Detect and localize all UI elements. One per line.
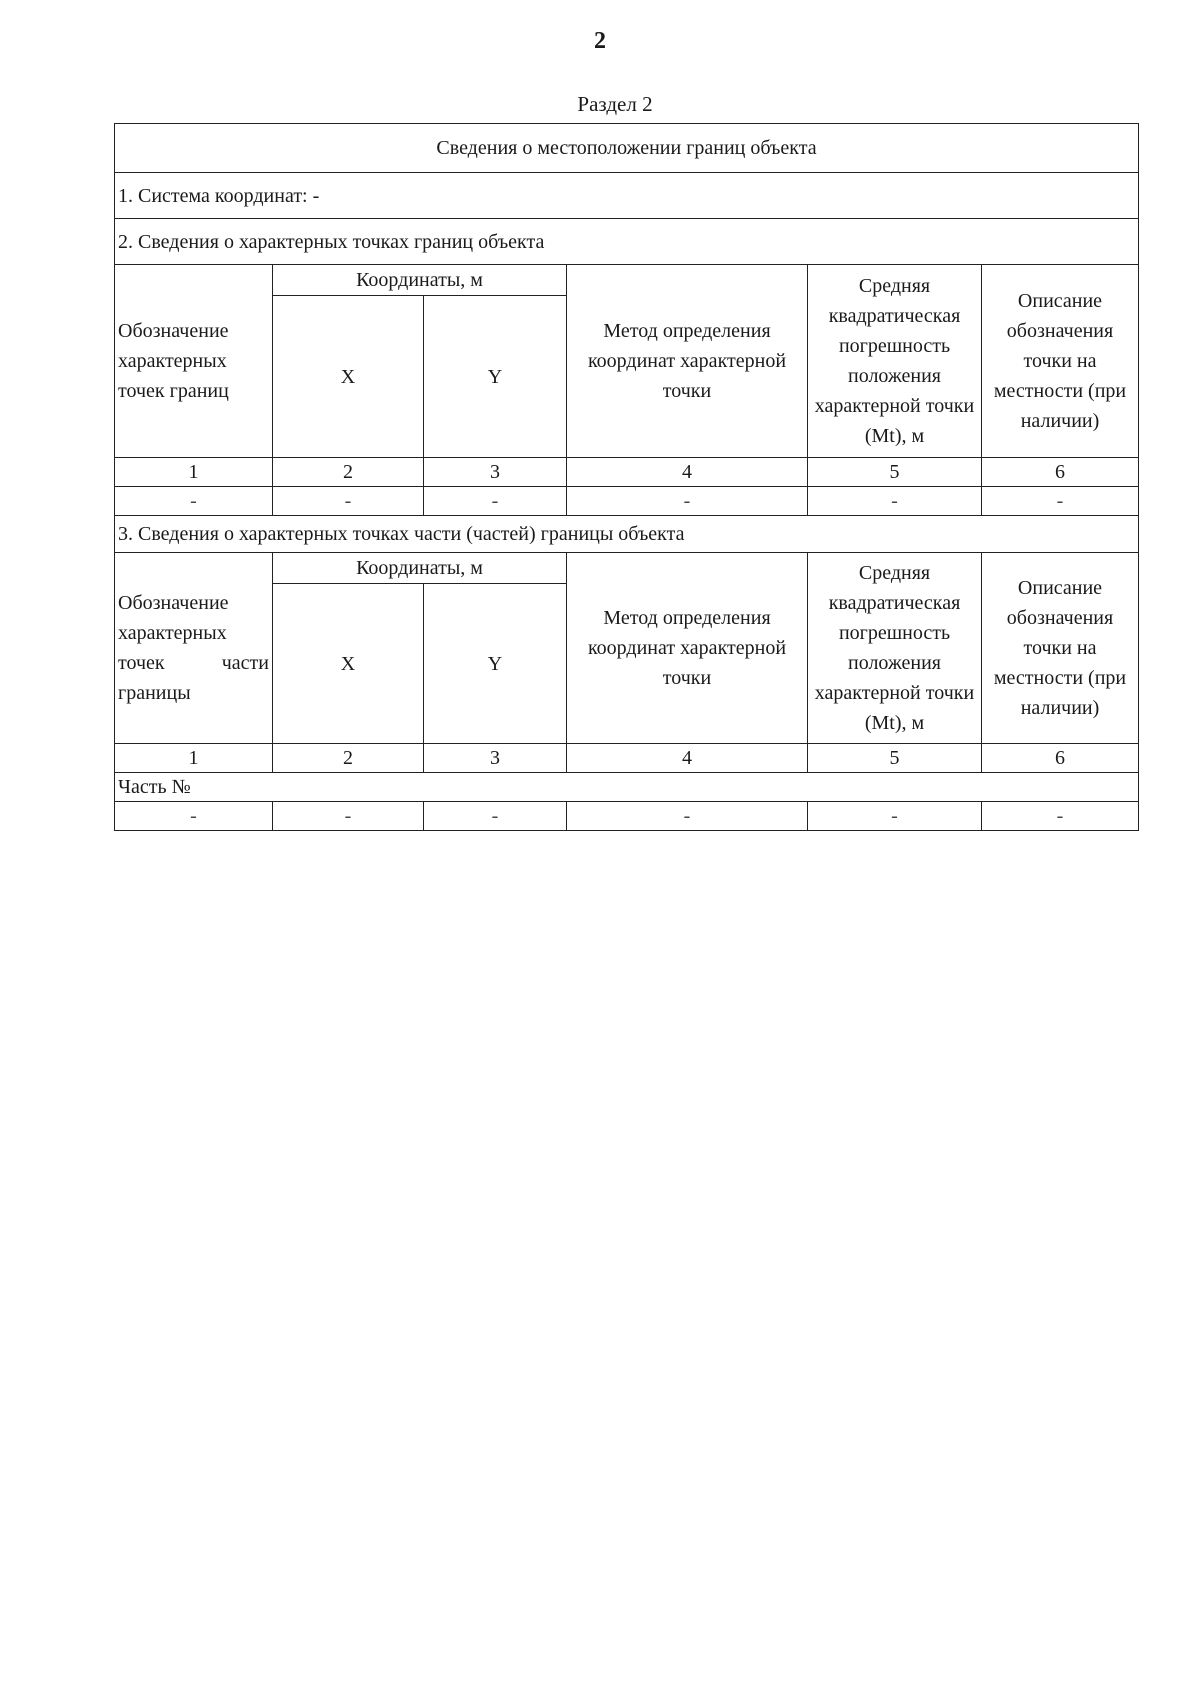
s3-header-y: Y — [424, 584, 567, 744]
column-number: 1 — [115, 744, 273, 773]
coordinate-system: 1. Система координат: - — [115, 173, 1139, 219]
s3-header-coordinates: Координаты, м — [273, 553, 567, 584]
column-number: 2 — [273, 744, 424, 773]
table-cell: - — [273, 802, 424, 831]
column-number: 1 — [115, 458, 273, 487]
column-number: 3 — [424, 458, 567, 487]
s3-column-numbers — [115, 744, 1139, 773]
column-number: 4 — [567, 458, 808, 487]
table-cell: - — [567, 487, 808, 516]
s3-header-error: Средняя квадратическая погрешность положения характерной точки (Mt), м — [808, 553, 982, 744]
s2-header-method: Метод определения координат характерной точки — [567, 265, 808, 458]
section-label: Раздел 2 — [577, 92, 653, 116]
part-label: Часть № — [115, 773, 1139, 802]
column-number: 5 — [808, 744, 982, 773]
column-number: 4 — [567, 744, 808, 773]
table-cell: - — [982, 487, 1139, 516]
table-cell: - — [115, 802, 273, 831]
column-number: 3 — [424, 744, 567, 773]
s3-header-designation: Обозначение характерных точек части границы — [115, 553, 273, 744]
s3-header-x: X — [273, 584, 424, 744]
column-number: 6 — [982, 458, 1139, 487]
s2-header-x: X — [273, 296, 424, 458]
column-number: 2 — [273, 458, 424, 487]
section3-title: 3. Сведения о характерных точках части (частей) границы объекта — [115, 516, 1139, 553]
s3-header-description: Описание обозначения точки на местности (при наличии) — [982, 553, 1139, 744]
table-cell: - — [567, 802, 808, 831]
s2-data-row — [115, 487, 1139, 516]
s2-header-designation: Обозначение характерных точек границ — [115, 265, 273, 458]
table-cell: - — [982, 802, 1139, 831]
table-cell: - — [273, 487, 424, 516]
table-cell: - — [115, 487, 273, 516]
table-cell: - — [424, 802, 567, 831]
column-number: 5 — [808, 458, 982, 487]
boundary-info-table — [114, 123, 1139, 831]
table-cell: - — [424, 487, 567, 516]
s2-header-error: Средняя квадратическая погрешность положения характерной точки (Mt), м — [808, 265, 982, 458]
s2-header-description: Описание обозначения точки на местности (при наличии) — [982, 265, 1139, 458]
page-number: 2 — [594, 28, 606, 54]
s2-column-numbers — [115, 458, 1139, 487]
column-number: 6 — [982, 744, 1139, 773]
s2-header-coordinates: Координаты, м — [273, 265, 567, 296]
table-cell: - — [808, 802, 982, 831]
s3-header-method: Метод определения координат характерной точки — [567, 553, 808, 744]
table-title: Сведения о местоположении границ объекта — [115, 124, 1139, 173]
s2-header-y: Y — [424, 296, 567, 458]
table-cell: - — [808, 487, 982, 516]
s3-data-row — [115, 802, 1139, 831]
section2-title: 2. Сведения о характерных точках границ объекта — [115, 219, 1139, 265]
